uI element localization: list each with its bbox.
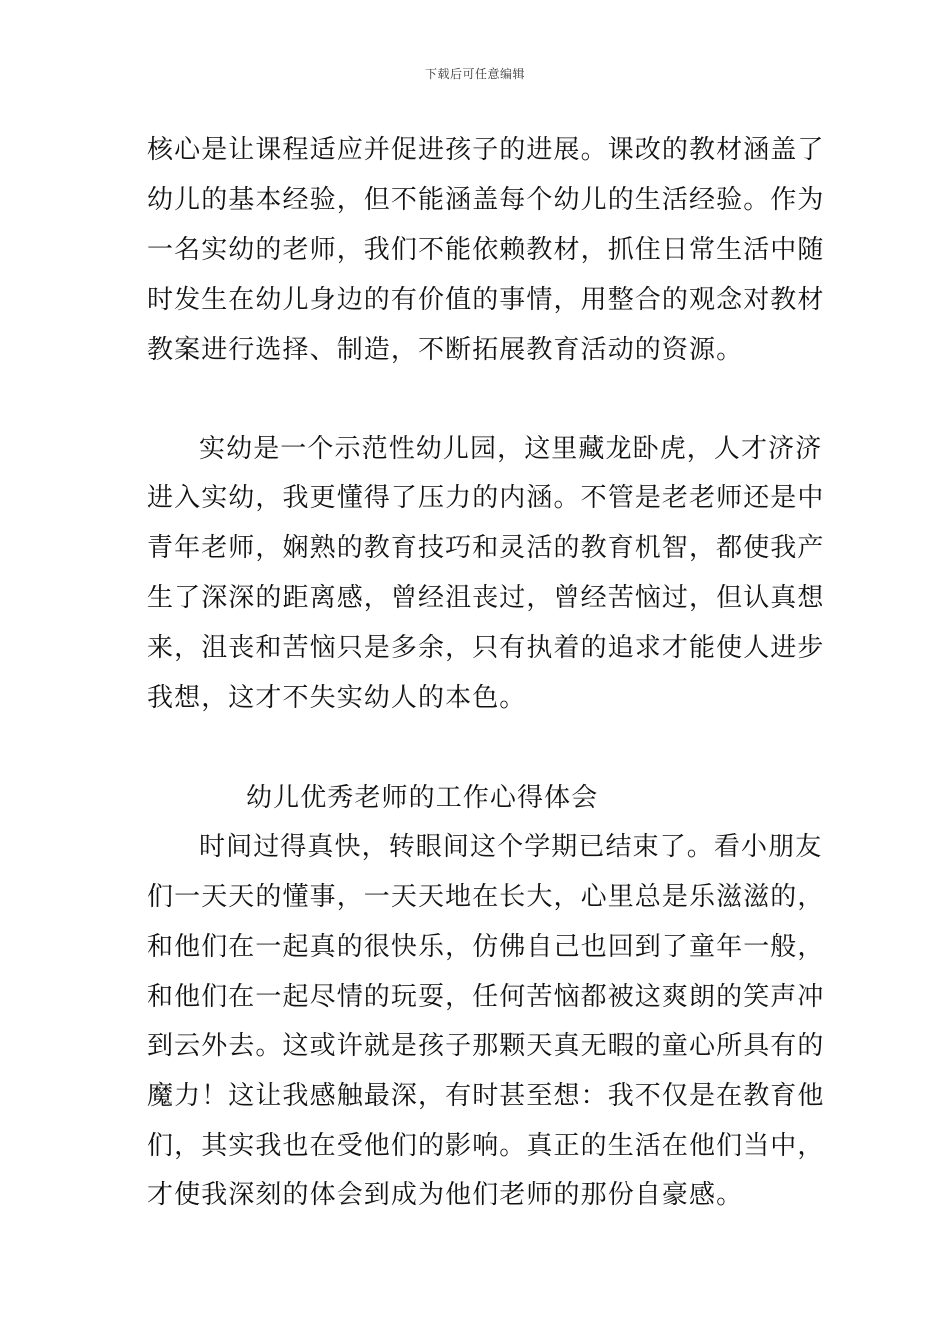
page-header: 下载后可任意编辑 xyxy=(424,67,525,81)
paragraph-line: 进入实幼，我更懂得了压力的内涵。不管是老老师还是中 xyxy=(147,483,825,513)
paragraph-line: 幼儿的基本经验，但不能涵盖每个幼儿的生活经验。作为 xyxy=(147,185,825,215)
paragraph-line: 青年老师，娴熟的教育技巧和灵活的教育机智，都使我产 xyxy=(147,533,825,563)
paragraph-line: 才使我深刻的体会到成为他们老师的那份自豪感。 xyxy=(147,1180,744,1210)
paragraph-line: 教案进行选择、制造，不断拓展教育活动的资源。 xyxy=(147,335,744,365)
paragraph-line: 一名实幼的老师，我们不能依赖教材，抓住日常生活中随 xyxy=(147,235,825,265)
paragraph-line: 时发生在幼儿身边的有价值的事情，用整合的观念对教材 xyxy=(147,285,825,315)
paragraph-line: 时间过得真快，转眼间这个学期已结束了。看小朋友 xyxy=(199,832,823,862)
section-title: 幼儿优秀老师的工作心得体会 xyxy=(246,783,599,813)
paragraph-line: 核心是让课程适应并促进孩子的进展。课改的教材涵盖了 xyxy=(147,135,825,165)
paragraph-line: 和他们在一起真的很快乐，仿佛自己也回到了童年一般， xyxy=(147,932,825,962)
paragraph-line: 和他们在一起尽情的玩耍，任何苦恼都被这爽朗的笑声冲 xyxy=(147,982,825,1012)
paragraph-line: 我想，这才不失实幼人的本色。 xyxy=(147,683,527,713)
paragraph-line: 们，其实我也在受他们的影响。真正的生活在他们当中， xyxy=(147,1131,825,1161)
paragraph-line: 实幼是一个示范性幼儿园，这里藏龙卧虎，人才济济 xyxy=(199,434,823,464)
paragraph-line: 来，沮丧和苦恼只是多余，只有执着的追求才能使人进步 xyxy=(147,633,825,663)
paragraph-line: 魔力！这让我感触最深，有时甚至想：我不仅是在教育他 xyxy=(147,1081,825,1111)
paragraph-line: 到云外去。这或许就是孩子那颗天真无暇的童心所具有的 xyxy=(147,1031,825,1061)
paragraph-line: 生了深深的距离感，曾经沮丧过，曾经苦恼过，但认真想 xyxy=(147,583,825,613)
paragraph-line: 们一天天的懂事，一天天地在长大，心里总是乐滋滋的， xyxy=(147,882,825,912)
